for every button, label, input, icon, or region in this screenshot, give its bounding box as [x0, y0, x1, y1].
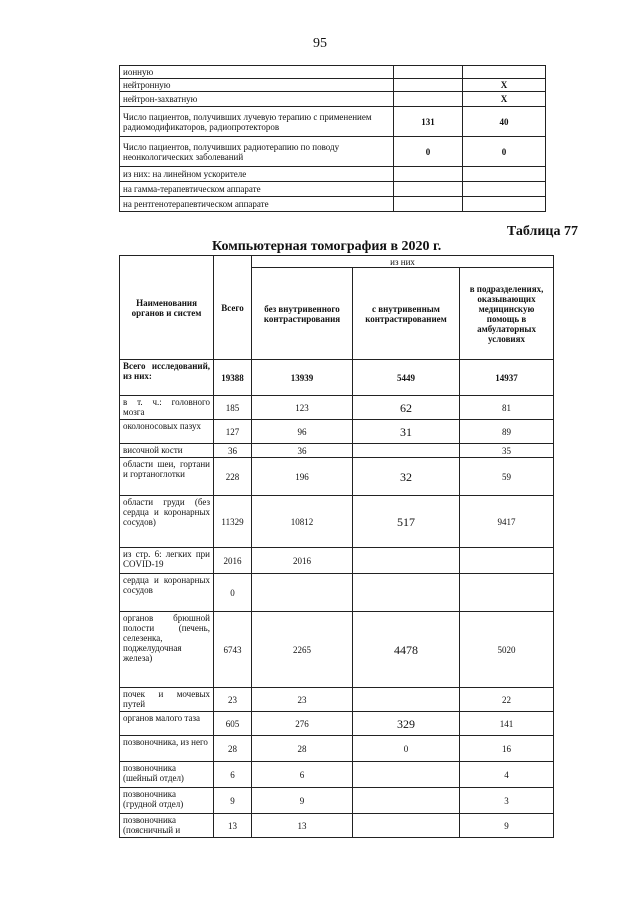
row-value [463, 167, 546, 182]
ct-table [119, 255, 554, 838]
cell-outpatient: 59 [460, 458, 554, 496]
cell-total: 11329 [214, 496, 252, 548]
table-row [120, 712, 554, 736]
cell-without-contrast: 9 [252, 788, 353, 814]
header-without-contrast: без внутривенного контрастирования [252, 268, 353, 360]
table-caption: Таблица 77 [506, 224, 578, 239]
table-row [120, 92, 546, 107]
cell-total: 2016 [214, 548, 252, 574]
row-name: из стр. 6: легких при COVID-19 [120, 548, 214, 574]
header-outpatient: в подразделениях, оказывающих медицинскую помощь в амбулаторных условиях [460, 268, 554, 360]
row-value [394, 79, 463, 92]
row-name: органов брюшной полости (печень, селезенка, поджелудочная железа) [120, 612, 214, 688]
cell-outpatient: 9417 [460, 496, 554, 548]
cell-total: 36 [214, 444, 252, 458]
row-label: нейтрон-захватную [120, 92, 394, 107]
row-name: околоносовых пазух [120, 420, 214, 444]
cell-outpatient: 4 [460, 762, 554, 788]
row-name: почек и мочевых путей [120, 688, 214, 712]
row-value: 0 [463, 137, 546, 167]
table-row [120, 137, 546, 167]
table-row [120, 548, 554, 574]
table-row [120, 688, 554, 712]
cell-total: 6743 [214, 612, 252, 688]
cell-outpatient: 3 [460, 788, 554, 814]
cell-without-contrast: 10812 [252, 496, 353, 548]
cell-outpatient: 14937 [460, 360, 554, 396]
cell-with-contrast: 32 [353, 458, 460, 496]
row-value: 40 [463, 107, 546, 137]
header-group: из них [252, 256, 554, 268]
cell-with-contrast: 4478 [353, 612, 460, 688]
table-title: Компьютерная томография в 2020 г. [212, 239, 442, 254]
row-name: в т. ч.: головного мозга [120, 396, 214, 420]
table-row [120, 444, 554, 458]
radiotherapy-table-fragment [119, 65, 546, 212]
row-value [463, 182, 546, 197]
row-name: Всего исследований, из них: [120, 360, 214, 396]
table-row [120, 182, 546, 197]
cell-outpatient: 9 [460, 814, 554, 838]
cell-total: 185 [214, 396, 252, 420]
cell-without-contrast: 13 [252, 814, 353, 838]
row-label: Число пациентов, получивших радиотерапию по поводу неонкологических заболеваний [120, 137, 394, 167]
table-row [120, 66, 546, 79]
cell-with-contrast [353, 688, 460, 712]
row-label: на рентгенотерапевтическом аппарате [120, 197, 394, 212]
row-value [463, 66, 546, 79]
cell-with-contrast: 5449 [353, 360, 460, 396]
cell-total: 9 [214, 788, 252, 814]
row-label: на гамма-терапевтическом аппарате [120, 182, 394, 197]
row-value [394, 182, 463, 197]
cell-outpatient: 35 [460, 444, 554, 458]
row-label: ионную [120, 66, 394, 79]
cell-without-contrast: 2265 [252, 612, 353, 688]
table-row [120, 420, 554, 444]
cell-total: 228 [214, 458, 252, 496]
cell-outpatient: 5020 [460, 612, 554, 688]
cell-with-contrast [353, 762, 460, 788]
table-row [120, 360, 554, 396]
cell-without-contrast: 2016 [252, 548, 353, 574]
row-label: Число пациентов, получивших лучевую терапию с применением радиомодификаторов, радиопротекторов [120, 107, 394, 137]
cell-without-contrast: 28 [252, 736, 353, 762]
cell-with-contrast: 31 [353, 420, 460, 444]
row-name: позвоночника (шейный отдел) [120, 762, 214, 788]
cell-without-contrast: 96 [252, 420, 353, 444]
cell-outpatient: 141 [460, 712, 554, 736]
cell-with-contrast [353, 814, 460, 838]
cell-without-contrast: 123 [252, 396, 353, 420]
row-value [463, 197, 546, 212]
row-name: области груди (без сердца и коронарных сосудов) [120, 496, 214, 548]
header-total: Всего [214, 256, 252, 360]
cell-with-contrast: 0 [353, 736, 460, 762]
table-row [120, 574, 554, 612]
cell-total: 127 [214, 420, 252, 444]
row-value [394, 66, 463, 79]
cell-total: 6 [214, 762, 252, 788]
header-name: Наименования органов и систем [120, 256, 214, 360]
cell-with-contrast [353, 444, 460, 458]
table-row [120, 762, 554, 788]
header-with-contrast: с внутривенным контрастированием [353, 268, 460, 360]
row-value [394, 197, 463, 212]
cell-with-contrast [353, 574, 460, 612]
cell-without-contrast: 23 [252, 688, 353, 712]
table-row [120, 167, 546, 182]
row-name: органов малого таза [120, 712, 214, 736]
cell-outpatient: 22 [460, 688, 554, 712]
row-label: нейтронную [120, 79, 394, 92]
table-row [120, 458, 554, 496]
radiotherapy-table-body [120, 66, 546, 212]
cell-without-contrast: 6 [252, 762, 353, 788]
ct-table-body [120, 360, 554, 838]
row-value: Х [463, 92, 546, 107]
cell-without-contrast: 13939 [252, 360, 353, 396]
table-row [120, 197, 546, 212]
row-label: из них: на линейном ускорителе [120, 167, 394, 182]
cell-outpatient: 81 [460, 396, 554, 420]
row-name: позвоночника (грудной отдел) [120, 788, 214, 814]
row-value [394, 92, 463, 107]
row-name: сердца и коронарных сосудов [120, 574, 214, 612]
cell-total: 605 [214, 712, 252, 736]
cell-without-contrast: 196 [252, 458, 353, 496]
table-row [120, 496, 554, 548]
cell-outpatient [460, 574, 554, 612]
table-row [120, 79, 546, 92]
cell-total: 23 [214, 688, 252, 712]
cell-total: 0 [214, 574, 252, 612]
table-row [120, 107, 546, 137]
row-value [394, 167, 463, 182]
cell-total: 13 [214, 814, 252, 838]
row-name: позвоночника (поясничный и [120, 814, 214, 838]
table-row [120, 814, 554, 838]
cell-with-contrast [353, 548, 460, 574]
page-number: 95 [313, 36, 327, 51]
cell-total: 19388 [214, 360, 252, 396]
row-value: Х [463, 79, 546, 92]
cell-with-contrast: 517 [353, 496, 460, 548]
table-row [120, 612, 554, 688]
cell-outpatient [460, 548, 554, 574]
row-value: 0 [394, 137, 463, 167]
row-name: позвоночника, из него [120, 736, 214, 762]
cell-without-contrast: 276 [252, 712, 353, 736]
table-row [120, 396, 554, 420]
table-row [120, 788, 554, 814]
cell-with-contrast [353, 788, 460, 814]
row-name: области шеи, гортани и гортаноглотки [120, 458, 214, 496]
table-row [120, 736, 554, 762]
cell-total: 28 [214, 736, 252, 762]
cell-with-contrast: 329 [353, 712, 460, 736]
cell-without-contrast: 36 [252, 444, 353, 458]
cell-with-contrast: 62 [353, 396, 460, 420]
cell-outpatient: 16 [460, 736, 554, 762]
cell-without-contrast [252, 574, 353, 612]
row-name: височной кости [120, 444, 214, 458]
cell-outpatient: 89 [460, 420, 554, 444]
row-value: 131 [394, 107, 463, 137]
